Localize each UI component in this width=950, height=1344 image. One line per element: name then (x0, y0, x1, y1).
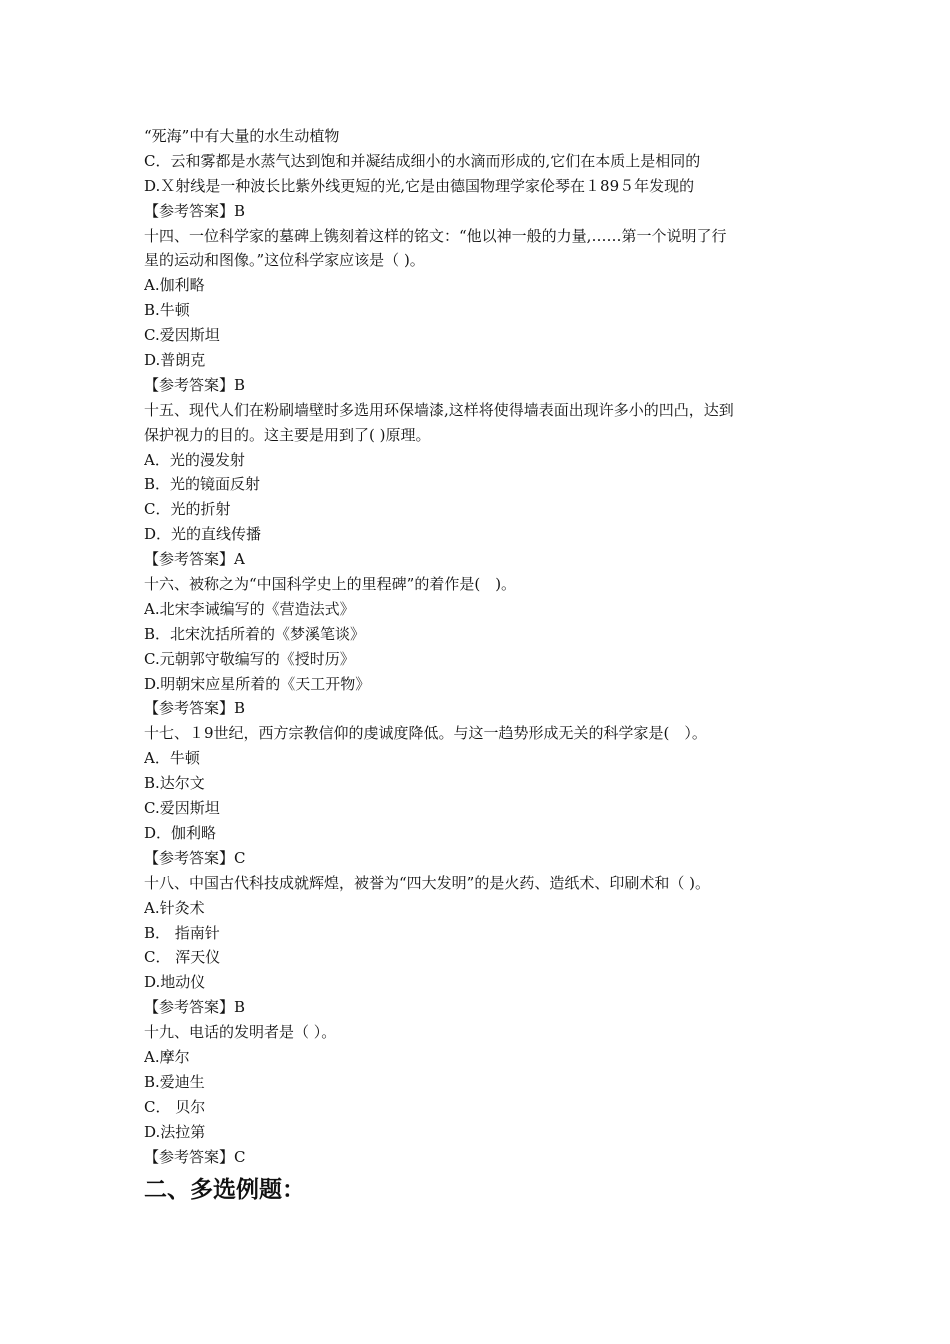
option-line: B． 指南针 (144, 923, 220, 942)
question-line: 十六、被称之为“中国科学史上的里程碑”的着作是( )。 (144, 575, 517, 594)
question-line: 十五、现代人们在粉刷墙壁时多选用环保墙漆,这样将使得墙表面出现许多小的凹凸，达到 (144, 400, 734, 419)
question-line: 十七、１9世纪，西方宗教信仰的虔诚度降低。与这一趋势形成无关的科学家是( ）。 (144, 724, 707, 743)
option-line: D.普朗克 (144, 351, 206, 370)
answer-line: 【参考答案】A (144, 550, 245, 569)
option-line: B．北宋沈括所着的《梦溪笔谈》 (144, 624, 366, 643)
option-line: D．光的直线传播 (144, 525, 262, 544)
option-line: C． 浑天仪 (144, 948, 221, 967)
answer-line: 【参考答案】C (144, 1147, 246, 1166)
option-line: D．伽利略 (144, 823, 217, 842)
question-line: 星的运动和图像。”这位科学家应该是（ )。 (144, 251, 425, 270)
section-heading: 二、多选例题： (144, 1177, 305, 1204)
option-line: A．牛顿 (144, 749, 200, 768)
answer-line: 【参考答案】B (144, 201, 246, 220)
option-line: C.爱因斯坦 (144, 799, 220, 818)
option-line: C．光的折射 (144, 500, 231, 519)
option-line: D.地动仪 (144, 973, 206, 992)
option-line: D.法拉第 (144, 1122, 206, 1141)
option-line: A.摩尔 (144, 1047, 190, 1066)
text-line: C．云和雾都是水蒸气达到饱和并凝结成细小的水滴而形成的,它们在本质上是相同的 (144, 151, 701, 170)
text-line: D.Ｘ射线是一种波长比紫外线更短的光,它是由德国物理学家伦琴在１89５年发现的 (144, 176, 695, 195)
option-line: A.北宋李诫编写的《营造法式》 (144, 599, 355, 618)
answer-line: 【参考答案】B (144, 375, 246, 394)
option-line: B.达尔文 (144, 774, 205, 793)
option-line: B．光的镜面反射 (144, 475, 261, 494)
question-line: 十四、一位科学家的墓碑上镌刻着这样的铭文：“他以神一般的力量,……第一个说明了行 (144, 226, 727, 245)
question-line: 十八、中国古代科技成就辉煌，被誉为“四大发明”的是火药、造纸术、印刷术和（ )。 (144, 873, 710, 892)
option-line: A.伽利略 (144, 276, 205, 295)
answer-line: 【参考答案】B (144, 998, 246, 1017)
option-line: D.明朝宋应星所着的《天工开物》 (144, 674, 371, 693)
text-line: “死海”中有大量的水生动植物 (144, 127, 340, 145)
option-line: B.牛顿 (144, 301, 190, 320)
option-line: C.元朝郭守敬编写的《授时历》 (144, 649, 355, 668)
document-body (144, 124, 814, 1205)
option-line: A.针灸术 (144, 898, 205, 917)
answer-line: 【参考答案】B (144, 699, 246, 718)
option-line: A．光的漫发射 (144, 450, 245, 469)
option-line: B.爱迪生 (144, 1072, 205, 1091)
question-line: 保护视力的目的。这主要是用到了( )原理。 (144, 425, 431, 444)
question-line: 十九、电话的发明者是（ ）。 (144, 1023, 337, 1042)
option-line: C.爱因斯坦 (144, 326, 220, 345)
answer-line: 【参考答案】C (144, 848, 246, 867)
option-line: C． 贝尔 (144, 1097, 206, 1116)
